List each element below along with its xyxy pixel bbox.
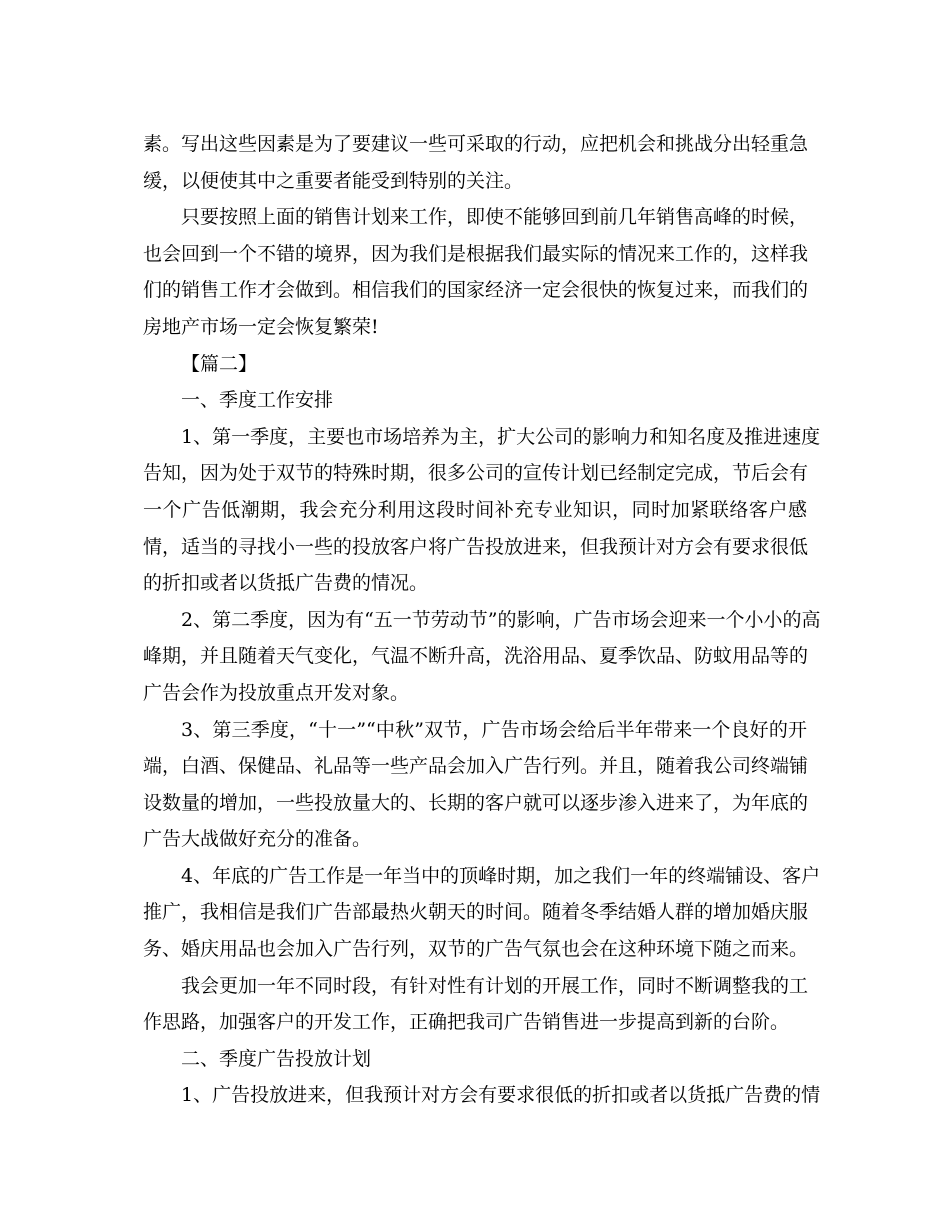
text-line: 也会回到一个不错的境界，因为我们是根据我们最实际的情况来工作的，这样我 — [143, 242, 809, 265]
text-line: 2、第二季度，因为有“五一节劳动节”的影响，广告市场会迎来一个小小的高 — [181, 608, 821, 631]
paragraph — [143, 419, 821, 602]
paragraph — [143, 968, 807, 1041]
paragraph — [143, 126, 807, 199]
document-body — [143, 126, 821, 1114]
paragraph — [143, 712, 807, 858]
text-line: 一个广告低潮期，我会充分利用这段时间补充专业知识，同时加紧联络客户感 — [143, 498, 807, 521]
text-line: 们的销售工作才会做到。相信我们的国家经济一定会很快的恢复过来，而我们的 — [143, 279, 809, 302]
text-line: 素。写出这些因素是为了要建议一些可采取的行动，应把机会和挑战分出轻重急 — [143, 133, 809, 155]
paragraph — [143, 602, 821, 712]
text-line: 我会更加一年不同时段，有针对性有计划的开展工作，同时不断调整我的工 — [181, 974, 809, 997]
paragraph — [143, 382, 807, 419]
text-line: 二、季度广告投放计划 — [181, 1047, 372, 1070]
text-line: 只要按照上面的销售计划来工作，即使不能够回到前几年销售高峰的时候， — [181, 206, 809, 229]
text-line: 端，白酒、保健品、礼品等一些产品会加入广告行列。并且，随着我公司终端铺 — [143, 755, 809, 778]
text-line: 广告会作为投放重点开发对象。 — [143, 681, 410, 704]
text-line: 3、第三季度，“十一”“中秋”双节，广告市场会给后半年带来一个良好的开 — [181, 718, 807, 741]
text-line: 的折扣或者以货抵广告费的情况。 — [143, 572, 429, 595]
text-line: 一、季度工作安排 — [181, 389, 334, 412]
text-line: 告知，因为处于双节的特殊时期，很多公司的宣传计划已经制定完成，节后会有 — [143, 462, 809, 485]
text-line: 峰期，并且随着天气变化，气温不断升高，洗浴用品、夏季饮品、防蚊用品等的 — [143, 645, 809, 668]
text-line: 缓，以便使其中之重要者能受到特别的关注。 — [143, 169, 524, 192]
paragraph — [143, 1077, 821, 1114]
text-line: 推广，我相信是我们广告部最热火朝天的时间。随着冬季结婚人群的增加婚庆服 — [143, 901, 809, 924]
paragraph — [143, 199, 807, 345]
text-line: 房地产市场一定会恢复繁荣! — [143, 315, 379, 338]
text-line: 广告大战做好充分的准备。 — [143, 828, 372, 851]
text-line: 4、年底的广告工作是一年当中的顶峰时期，加之我们一年的终端铺设、客户 — [181, 864, 821, 887]
text-line: 作思路，加强客户的开发工作，正确把我司广告销售进一步提高到新的台阶。 — [143, 1011, 790, 1034]
paragraph — [143, 858, 821, 968]
text-line: 情，适当的寻找小一些的投放客户将广告投放进来，但我预计对方会有要求很低 — [143, 535, 809, 558]
text-line: 1、广告投放进来，但我预计对方会有要求很低的折扣或者以货抵广告费的情 — [181, 1084, 821, 1107]
text-line: 【篇二】 — [181, 352, 258, 375]
paragraph — [143, 346, 807, 383]
text-line: 1、第一季度，主要也市场培养为主，扩大公司的影响力和知名度及推进速度 — [181, 425, 821, 448]
text-line: 设数量的增加，一些投放量大的、长期的客户就可以逐步渗入进来了，为年底的 — [143, 791, 809, 814]
text-line: 务、婚庆用品也会加入广告行列，双节的广告气氛也会在这种环境下随之而来。 — [143, 938, 809, 961]
paragraph — [143, 1041, 807, 1078]
